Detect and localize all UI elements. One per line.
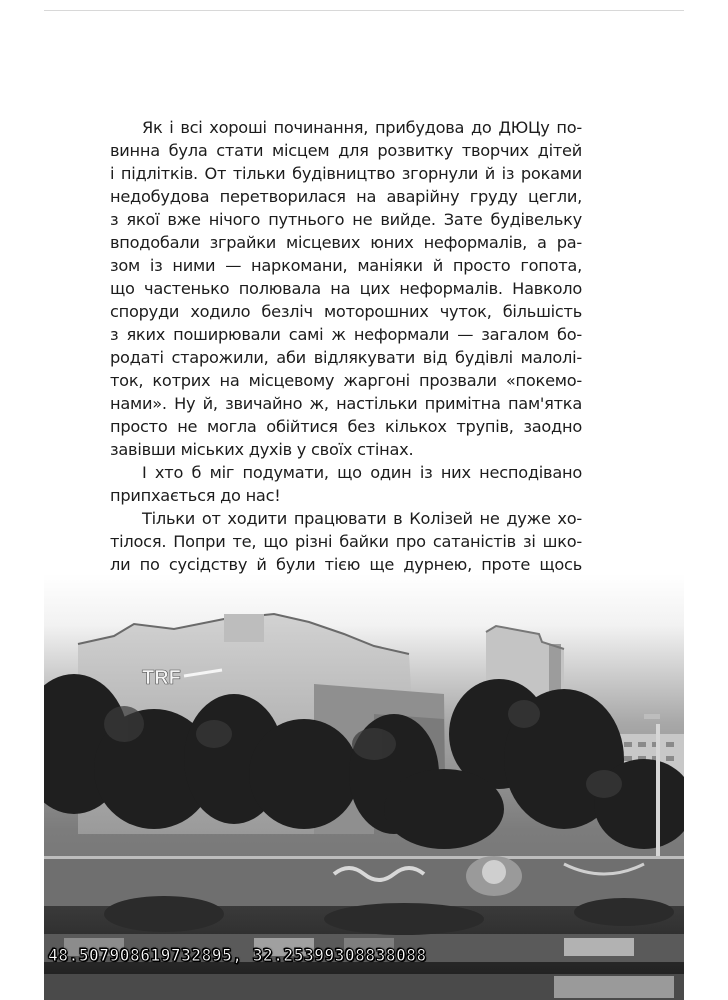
text-line: зом із ними — наркомани, маніяки й просто гопота, <box>110 256 582 275</box>
text-line: з яких поширювали самі ж неформали — загалом бо- <box>110 325 582 344</box>
text-line: просто не могла обійтися без кількох трупів, заодно <box>110 417 582 436</box>
text-line: що частенько полювала на цих неформалів. Навколо <box>110 279 582 298</box>
text-line: ли по сусідству й були тією ще дурнею, проте щось <box>110 555 582 574</box>
text-line: нами». Ну й, звичайно ж, настільки примітна пам'ятка <box>110 394 582 413</box>
header-rule <box>44 10 684 11</box>
text-line: ток, котрих на місцевому жаргоні прозвали «покемо- <box>110 371 582 390</box>
text-line: з якої вже нічого путнього не вийде. Зате будівельку <box>110 210 582 229</box>
text-line: припхається до нас! <box>110 486 281 505</box>
text-line: тілося. Попри те, що різні байки про сатаністів зі шко- <box>110 532 582 551</box>
text-line: споруди ходило безліч моторошних чуток, більшість <box>110 302 582 321</box>
text-line: винна була стати місцем для розвитку творчих дітей <box>110 141 582 160</box>
building-photo <box>44 574 684 1000</box>
text-line: родаті старожили, аби відлякувати від будівлі малолі- <box>110 348 582 367</box>
building-photo-illustration <box>44 574 684 1000</box>
text-line: Тільки от ходити працювати в Колізей не дуже хо- <box>142 509 582 528</box>
text-line: І хто б міг подумати, що один із них несподівано <box>142 463 582 482</box>
text-line: недобудова перетворилася на аварійну груду цегли, <box>110 187 582 206</box>
text-line: Як і всі хороші починання, прибудова до ДЮЦу по- <box>142 118 582 137</box>
text-line: завівши міських духів у своїх стінах. <box>110 440 414 459</box>
graffiti-text: TRF <box>142 667 181 689</box>
body-text <box>110 116 582 576</box>
gps-coordinates: 48.50790861973289​5, 32.25399308838088 <box>48 946 427 965</box>
text-line: вподобали зграйки місцевих юних неформалів, а ра- <box>110 233 582 252</box>
text-line: і підлітків. От тільки будівництво згорнули й із роками <box>110 164 582 183</box>
